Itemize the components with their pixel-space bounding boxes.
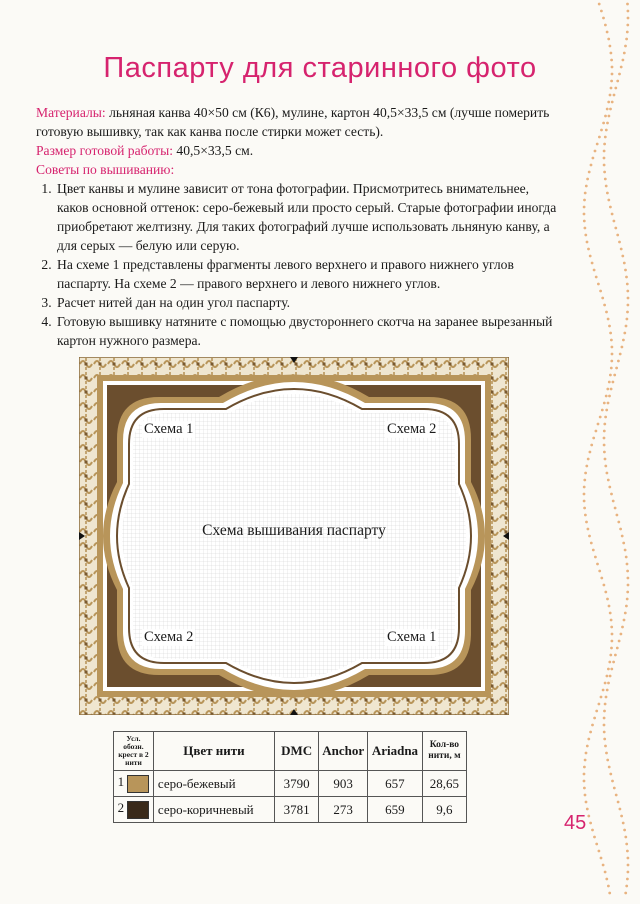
border-dot: [597, 283, 600, 286]
page-title: Паспарту для старинного фото: [103, 52, 537, 84]
border-dot: [583, 507, 586, 510]
border-dot: [625, 843, 628, 846]
border-dot: [605, 696, 608, 699]
border-dot: [600, 857, 603, 860]
border-dot: [625, 276, 628, 279]
border-dot: [618, 640, 621, 643]
border-dot: [604, 458, 607, 461]
border-dot: [608, 325, 611, 328]
materials-paragraph: [36, 103, 564, 141]
border-dot: [604, 745, 607, 748]
border-dot: [603, 584, 606, 587]
border-dot: [604, 136, 607, 139]
border-dot: [627, 304, 630, 307]
border-dot: [612, 500, 615, 503]
border-dot: [611, 780, 614, 783]
border-dot: [603, 437, 606, 440]
border-dot: [626, 850, 629, 853]
anchor-value: 273: [319, 797, 368, 823]
border-dot: [596, 563, 599, 566]
border-dot: [626, 311, 629, 314]
border-dot: [604, 115, 607, 118]
border-dot: [603, 304, 606, 307]
border-dot: [608, 395, 611, 398]
border-dot: [625, 325, 628, 328]
border-dot: [622, 542, 625, 545]
border-dot: [626, 591, 629, 594]
border-dot: [626, 598, 629, 601]
header-color: Цвет нити: [153, 732, 274, 771]
border-dot: [621, 255, 624, 258]
border-dot: [607, 318, 610, 321]
border-dot: [587, 458, 590, 461]
border-dot: [609, 332, 612, 335]
symbol-cell: [114, 797, 154, 823]
border-dot: [603, 171, 606, 174]
page-number: 45: [564, 812, 587, 834]
border-dot: [584, 472, 587, 475]
border-dot: [590, 164, 593, 167]
border-dot: [585, 752, 588, 755]
border-dot: [623, 262, 626, 265]
border-dot: [623, 332, 626, 335]
border-dot: [590, 444, 593, 447]
border-dot: [589, 731, 592, 734]
symbol-cell: [114, 771, 154, 797]
border-dot: [621, 626, 624, 629]
color-swatch: [127, 775, 149, 793]
border-dot: [605, 752, 608, 755]
border-dot: [585, 185, 588, 188]
border-dot: [610, 367, 613, 370]
border-dot: [600, 129, 603, 132]
border-dot: [622, 822, 625, 825]
border-dot: [605, 311, 608, 314]
dmc-value: 3781: [274, 797, 318, 823]
scheme-label-top-right: Схема 2: [387, 421, 437, 437]
materials-text: льняная канва 40×50 см (К6), мулине, картон 40,5×33,5 см (лучше померить готовую вышивку, так как канва после стирки может сесть).: [36, 105, 550, 139]
border-dot: [608, 605, 611, 608]
border-dot: [607, 402, 610, 405]
border-dot: [610, 668, 613, 671]
border-dot: [625, 885, 628, 888]
tip-item: 3. Расчет нитей дан на один угол паспарту.: [55, 293, 564, 312]
border-dot: [627, 17, 630, 20]
border-dot: [606, 122, 609, 125]
border-dot: [583, 787, 586, 790]
border-dot: [595, 843, 598, 846]
border-dot: [606, 689, 609, 692]
border-dot: [606, 675, 609, 678]
border-dot: [605, 409, 608, 412]
border-dot: [586, 808, 589, 811]
border-dot: [611, 353, 614, 356]
border-dot: [588, 535, 591, 538]
border-dot: [609, 108, 612, 111]
border-dot: [610, 493, 613, 496]
border-dot: [611, 346, 614, 349]
border-dot: [626, 318, 629, 321]
border-dot: [626, 283, 629, 286]
border-dot: [603, 150, 606, 153]
border-dot: [600, 10, 603, 13]
border-dot: [609, 654, 612, 657]
border-dot: [585, 465, 588, 468]
border-dot: [592, 549, 595, 552]
border-dot: [592, 157, 595, 160]
border-dot: [606, 31, 609, 34]
border-dot: [589, 451, 592, 454]
border-dot: [601, 409, 604, 412]
border-dot: [585, 801, 588, 804]
border-dot: [613, 220, 616, 223]
border-dot: [583, 500, 586, 503]
border-dot: [610, 626, 613, 629]
border-dot: [583, 773, 586, 776]
border-dot: [610, 647, 613, 650]
border-dot: [604, 703, 607, 706]
border-dot: [627, 584, 630, 587]
border-dot: [583, 206, 586, 209]
instructions-block: [36, 103, 564, 350]
border-dot: [608, 892, 611, 895]
scheme-label-top-left: Схема 1: [144, 421, 194, 437]
border-dot: [610, 360, 613, 363]
border-dot: [609, 206, 612, 209]
border-dot: [598, 850, 601, 853]
border-dot: [625, 38, 628, 41]
border-dot: [600, 696, 603, 699]
border-dot: [609, 45, 612, 48]
color-swatch: [127, 801, 149, 819]
border-dot: [620, 815, 623, 818]
border-dot: [605, 878, 608, 881]
dmc-value: 3790: [274, 771, 318, 797]
border-dot: [616, 647, 619, 650]
border-dot: [587, 248, 590, 251]
border-dot: [606, 472, 609, 475]
border-dot: [625, 556, 628, 559]
border-dot: [612, 381, 615, 384]
border-dot: [626, 31, 629, 34]
header-ariadna: Ariadna: [368, 732, 423, 771]
materials-label: Материалы:: [36, 105, 106, 120]
border-dot: [627, 871, 630, 874]
border-dot: [587, 815, 590, 818]
border-dot: [608, 115, 611, 118]
border-dot: [623, 829, 626, 832]
border-dot: [619, 528, 622, 531]
border-dot: [608, 381, 611, 384]
border-dot: [591, 724, 594, 727]
border-dot: [591, 829, 594, 832]
border-dot: [626, 290, 629, 293]
size-text: 40,5×33,5 см.: [173, 143, 254, 158]
border-dot: [611, 213, 614, 216]
border-dot: [604, 871, 607, 874]
border-dot: [600, 577, 603, 580]
border-dot: [626, 563, 629, 566]
border-dot: [595, 430, 598, 433]
border-dot: [583, 220, 586, 223]
border-dot: [601, 297, 604, 300]
border-dot: [624, 549, 627, 552]
border-dot: [584, 759, 587, 762]
border-dot: [613, 374, 616, 377]
border-dot: [586, 178, 589, 181]
border-dot: [606, 108, 609, 111]
border-dot: [620, 633, 623, 636]
border-dot: [606, 759, 609, 762]
border-dot: [608, 486, 611, 489]
border-dot: [598, 703, 601, 706]
border-dot: [585, 521, 588, 524]
border-dot: [614, 87, 617, 90]
border-dot: [602, 689, 605, 692]
border-dot: [611, 101, 614, 104]
border-dot: [627, 864, 630, 867]
border-dot: [592, 437, 595, 440]
header-dmc: DMC: [274, 732, 318, 771]
tips-list: [36, 179, 564, 350]
tips-label: Советы по вышиванию:: [36, 162, 175, 177]
border-dot: [586, 745, 589, 748]
border-dot: [593, 717, 596, 720]
border-dot: [602, 122, 605, 125]
border-dot: [603, 451, 606, 454]
border-dot: [603, 164, 606, 167]
scheme-label-bottom-right: Схема 1: [387, 629, 437, 645]
border-dot: [609, 374, 612, 377]
border-dot: [615, 367, 618, 370]
border-dot: [589, 822, 592, 825]
border-dot: [587, 528, 590, 531]
border-dot: [607, 682, 610, 685]
border-dot: [602, 864, 605, 867]
border-dot: [622, 339, 625, 342]
border-dot: [606, 388, 609, 391]
border-dot: [607, 199, 610, 202]
border-dot: [611, 633, 614, 636]
border-dot: [595, 710, 598, 713]
border-dot: [604, 682, 607, 685]
border-dot: [613, 787, 616, 790]
qty-value: 9,6: [422, 797, 466, 823]
border-dot: [610, 388, 613, 391]
border-dot: [584, 227, 587, 230]
border-dot: [624, 612, 627, 615]
border-dot: [607, 668, 610, 671]
border-dot: [604, 178, 607, 181]
scheme-center-label: Схема вышивания паспарту: [202, 522, 386, 539]
border-dot: [609, 612, 612, 615]
border-dot: [584, 234, 587, 237]
border-dot: [598, 136, 601, 139]
border-dot: [627, 10, 630, 13]
border-dot: [617, 521, 620, 524]
border-dot: [617, 801, 620, 804]
border-dot: [627, 297, 630, 300]
border-dot: [603, 143, 606, 146]
border-dot: [595, 276, 598, 279]
border-dot: [618, 241, 621, 244]
border-dot: [610, 619, 613, 622]
border-dot: [603, 157, 606, 160]
border-dot: [621, 535, 624, 538]
border-dot: [612, 661, 615, 664]
border-dot: [593, 836, 596, 839]
border-dot: [616, 234, 619, 237]
border-dot: [627, 857, 630, 860]
tip-item: 4. Готовую вышивку натяните с помощью двустороннего скотча на заранее вырезанный картон нужного размера.: [55, 312, 564, 350]
anchor-value: 903: [319, 771, 368, 797]
color-name: серо-бежевый: [153, 771, 274, 797]
border-dot: [583, 493, 586, 496]
border-dot: [603, 430, 606, 433]
table-row: [114, 797, 467, 823]
thread-legend-table: [113, 731, 467, 823]
border-dot: [610, 339, 613, 342]
border-dot: [614, 227, 617, 230]
border-dot: [603, 731, 606, 734]
border-dot: [608, 661, 611, 664]
border-dot: [599, 290, 602, 293]
border-dot: [605, 185, 608, 188]
legend-header-row: [114, 732, 467, 771]
border-dot: [627, 577, 630, 580]
border-dot: [604, 416, 607, 419]
border-dot: [603, 738, 606, 741]
border-dot: [626, 3, 629, 6]
border-dot: [623, 619, 626, 622]
border-dot: [626, 570, 629, 573]
border-dot: [607, 38, 610, 41]
border-dot: [587, 738, 590, 741]
header-anchor: Anchor: [319, 732, 368, 771]
border-dot: [603, 402, 606, 405]
border-dot: [603, 717, 606, 720]
border-dot: [621, 346, 624, 349]
border-dot: [609, 675, 612, 678]
border-dot: [593, 269, 596, 272]
border-dot: [609, 94, 612, 97]
border-dot: [619, 353, 622, 356]
border-dot: [619, 808, 622, 811]
table-row: [114, 771, 467, 797]
border-dot: [590, 542, 593, 545]
border-dot: [624, 269, 627, 272]
header-symbol: Усл. обозн. крест в 2 нити: [114, 732, 154, 771]
border-dot: [594, 150, 597, 153]
border-dot: [583, 766, 586, 769]
border-dot: [603, 710, 606, 713]
border-dot: [583, 213, 586, 216]
border-dot: [584, 192, 587, 195]
border-dot: [608, 766, 611, 769]
size-label: Размер готовой работы:: [36, 143, 174, 158]
border-dot: [586, 241, 589, 244]
border-dot: [598, 570, 601, 573]
ariadna-value: 659: [368, 797, 423, 823]
border-dot: [589, 255, 592, 258]
border-dot: [625, 605, 628, 608]
border-dot: [596, 143, 599, 146]
border-dot: [594, 556, 597, 559]
border-dot: [599, 416, 602, 419]
border-dot: [609, 773, 612, 776]
border-dot: [604, 465, 607, 468]
border-dot: [624, 892, 627, 895]
tip-item: 1. Цвет канвы и мулине зависит от тона фотографии. Присмотритесь внимательнее, каков основной оттенок: серо-бежевый или просто серый. Старые фотографии иногда приобретают желтизну. Для таких фотографий лучше использовать льняную канву, а для серых — белую или серую.: [55, 179, 564, 255]
border-dot: [617, 360, 620, 363]
border-dot: [603, 724, 606, 727]
size-paragraph: [36, 141, 564, 160]
border-dot: [626, 24, 629, 27]
border-dot: [606, 192, 609, 195]
border-dot: [591, 262, 594, 265]
border-dot: [583, 486, 586, 489]
scheme-label-bottom-left: Схема 2: [144, 629, 194, 645]
border-dot: [583, 479, 586, 482]
border-dot: [602, 17, 605, 20]
row-number: 1: [117, 774, 125, 790]
color-name: серо-коричневый: [153, 797, 274, 823]
qty-value: 28,65: [422, 771, 466, 797]
border-dot: [624, 45, 627, 48]
border-dot: [598, 3, 601, 6]
border-dot: [620, 248, 623, 251]
border-dot: [607, 101, 610, 104]
border-dot: [604, 591, 607, 594]
header-qty: Кол-во нити, м: [422, 732, 466, 771]
border-dot: [583, 199, 586, 202]
border-dot: [597, 423, 600, 426]
border-dot: [584, 514, 587, 517]
border-dot: [614, 507, 617, 510]
border-dot: [588, 171, 591, 174]
border-dot: [610, 87, 613, 90]
embroidery-scheme: [79, 357, 509, 715]
row-number: 2: [117, 800, 125, 816]
border-dot: [604, 24, 607, 27]
border-dot: [626, 878, 629, 881]
tip-item: 2. На схеме 1 представлены фрагменты левого верхнего и правого нижнего углов паспарту. На схеме 2 — правого верхнего и левого нижнего углов.: [55, 255, 564, 293]
border-dot: [583, 780, 586, 783]
border-dot: [603, 423, 606, 426]
border-dot: [607, 479, 610, 482]
border-dot: [624, 836, 627, 839]
border-dot: [603, 444, 606, 447]
border-dot: [607, 885, 610, 888]
border-dot: [614, 654, 617, 657]
border-dot: [605, 129, 608, 132]
border-dot: [615, 794, 618, 797]
ariadna-value: 657: [368, 771, 423, 797]
border-dot: [616, 514, 619, 517]
border-dot: [611, 640, 614, 643]
border-dot: [613, 94, 616, 97]
border-dot: [605, 395, 608, 398]
border-dot: [584, 794, 587, 797]
border-dot: [606, 598, 609, 601]
